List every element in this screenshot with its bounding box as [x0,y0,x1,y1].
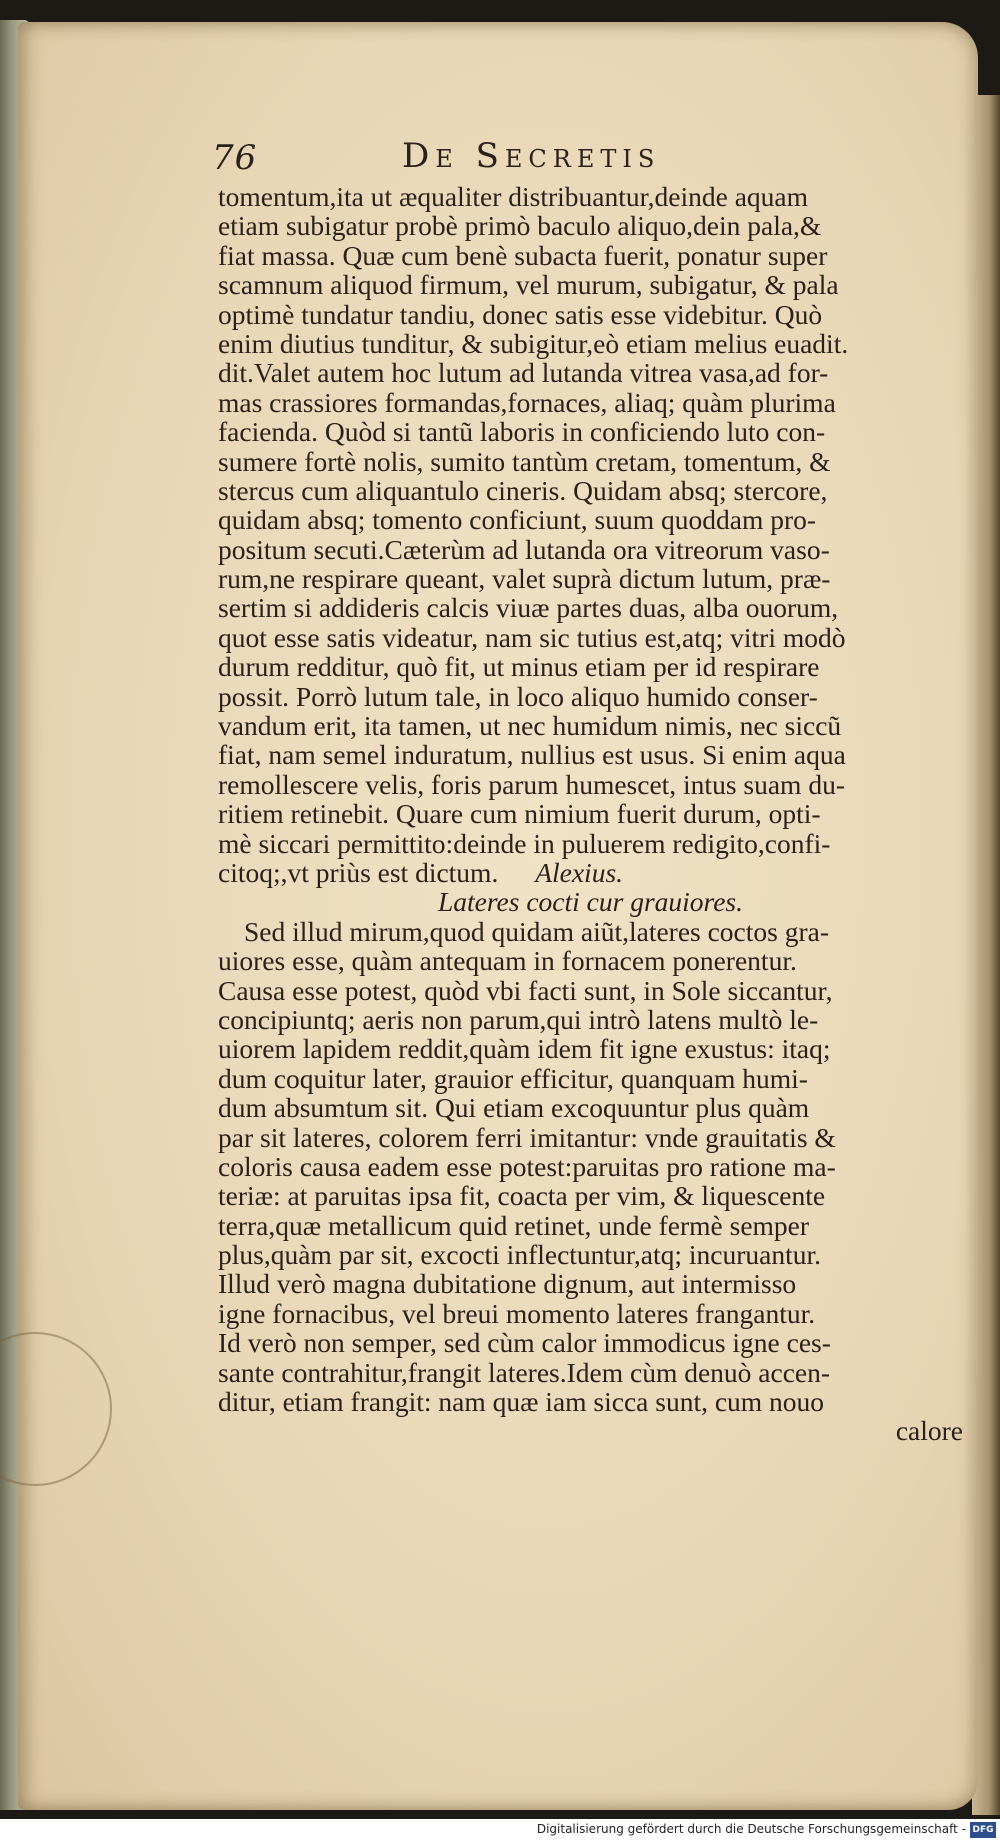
page-header [212,132,772,176]
text-line: etiam subigatur probè primò baculo aliquo,dein pala,& [218,210,822,242]
text-line: Sed illud mirum,quod quidam aiũt,lateres coctos gra- [244,915,830,947]
body-text [218,182,963,1446]
text-line: durum redditur, quò fit, ut minus etiam per id respirare [218,651,820,683]
text-line: concipiuntq; aeris non parum,qui intrò latens multò le- [218,1003,819,1035]
running-title: De Secretis [402,136,661,176]
text-line: coloris causa eadem esse potest:paruitas pro ratione ma- [218,1150,836,1182]
text-line: Id verò non semper, sed cùm calor immodicus igne ces- [218,1327,831,1359]
text-line: terra,quæ metallicum quid retinet, unde fermè semper [218,1209,810,1241]
text-line: teriæ: at paruitas ipsa fit, coacta per vim, & liquescente [218,1180,826,1212]
section-subheading: Lateres cocti cur grauiores. [437,886,743,918]
text-line: igne fornacibus, vel breui momento lateres frangantur. [218,1297,816,1329]
funding-credit: Digitalisierung gefördert durch die Deutsche Forschungsgemeinschaft - [536,1822,966,1836]
text-line: enim diutius tunditur, & subigitur,eò etiam melius euadit. [218,327,849,359]
text-line: ritiem retinebit. Quare cum nimium fuerit durum, opti- [218,798,821,830]
signature: Alexius. [535,856,624,888]
text-line: quidam absq; tomento conficiunt, suum quoddam pro- [218,504,817,536]
catchword: calore [895,1415,963,1447]
text-line: positum secuti.Cæterùm ad lutanda ora vitreorum vaso- [218,533,830,565]
text-line: fiat, nam semel induratum, nullius est usus. Si enim aqua [218,739,846,771]
text-line: mas crassiores formandas,fornaces, aliaq; quàm plurima [218,386,836,418]
text-line: facienda. Quòd si tantũ laboris in conficiendo luto con- [218,416,826,448]
text-line: scamnum aliquod firmum, vel murum, subigatur, & pala [218,269,839,301]
text-line-with-signature [218,858,963,887]
text-line: uiorem lapidem reddit,quàm idem fit igne exustus: itaq; [218,1033,831,1065]
text-line: dum absumtum sit. Qui etiam excoquuntur plus quàm [218,1092,810,1124]
text-line: vandum erit, ita tamen, ut nec humidum nimis, nec siccũ [218,710,842,742]
text-line: citoq;,vt priùs est dictum. [218,856,499,888]
text-line: sumere fortè nolis, sumito tantùm cretam, tomentum, & [218,445,831,477]
text-line: dit.Valet autem hoc lutum ad lutanda vitrea vasa,ad for- [218,357,829,389]
text-line: Causa esse potest, quòd vbi facti sunt, in Sole siccantur, [218,974,833,1006]
thumb-mark [0,1332,112,1486]
text-line: tomentum,ita ut æqualiter distribuantur,deinde aquam [218,181,809,212]
text-line: possit. Porrò lutum tale, in loco aliquo humido conser- [218,680,818,712]
page-number: 76 [212,138,258,178]
text-line: ditur, etiam frangit: nam quæ iam sicca sunt, cum nouo [218,1386,825,1418]
text-line: optimè tundatur tandiu, donec satis esse videbitur. Quò [218,298,823,330]
text-line: sertim si addideris calcis viuæ partes duas, alba ouorum, [218,592,839,624]
dfg-logo-icon: DFG [970,1822,996,1838]
text-line: stercus cum aliquantulo cineris. Quidam absq; stercore, [218,474,828,506]
text-line: remollescere velis, foris parum humescet, intus suam du- [218,768,845,800]
digitization-footer [0,1819,1000,1843]
text-line: dum coquitur later, grauior efficitur, quanquam humi- [218,1062,808,1094]
text-line: plus,quàm par sit, excocti inflectuntur,atq; incuruantur. [218,1239,821,1271]
text-line: mè siccari permittito:deinde in puluerem redigito,confi- [218,827,831,859]
text-line: quot esse satis videatur, nam sic tutius est,atq; vitri modò [218,621,846,653]
text-line: Illud verò magna dubitatione dignum, aut intermisso [218,1268,797,1300]
text-line: fiat massa. Quæ cum benè subacta fuerit, ponatur super [218,239,828,271]
text-line: rum,ne respirare queant, valet suprà dictum lutum, præ- [218,563,831,595]
text-line: par sit lateres, colorem ferri imitantur: vnde grauitatis & [218,1121,836,1153]
text-line: sante contrahitur,frangit lateres.Idem cùm denuò accen- [218,1356,831,1388]
text-line: uiores esse, quàm antequam in fornacem ponerentur. [218,945,797,977]
